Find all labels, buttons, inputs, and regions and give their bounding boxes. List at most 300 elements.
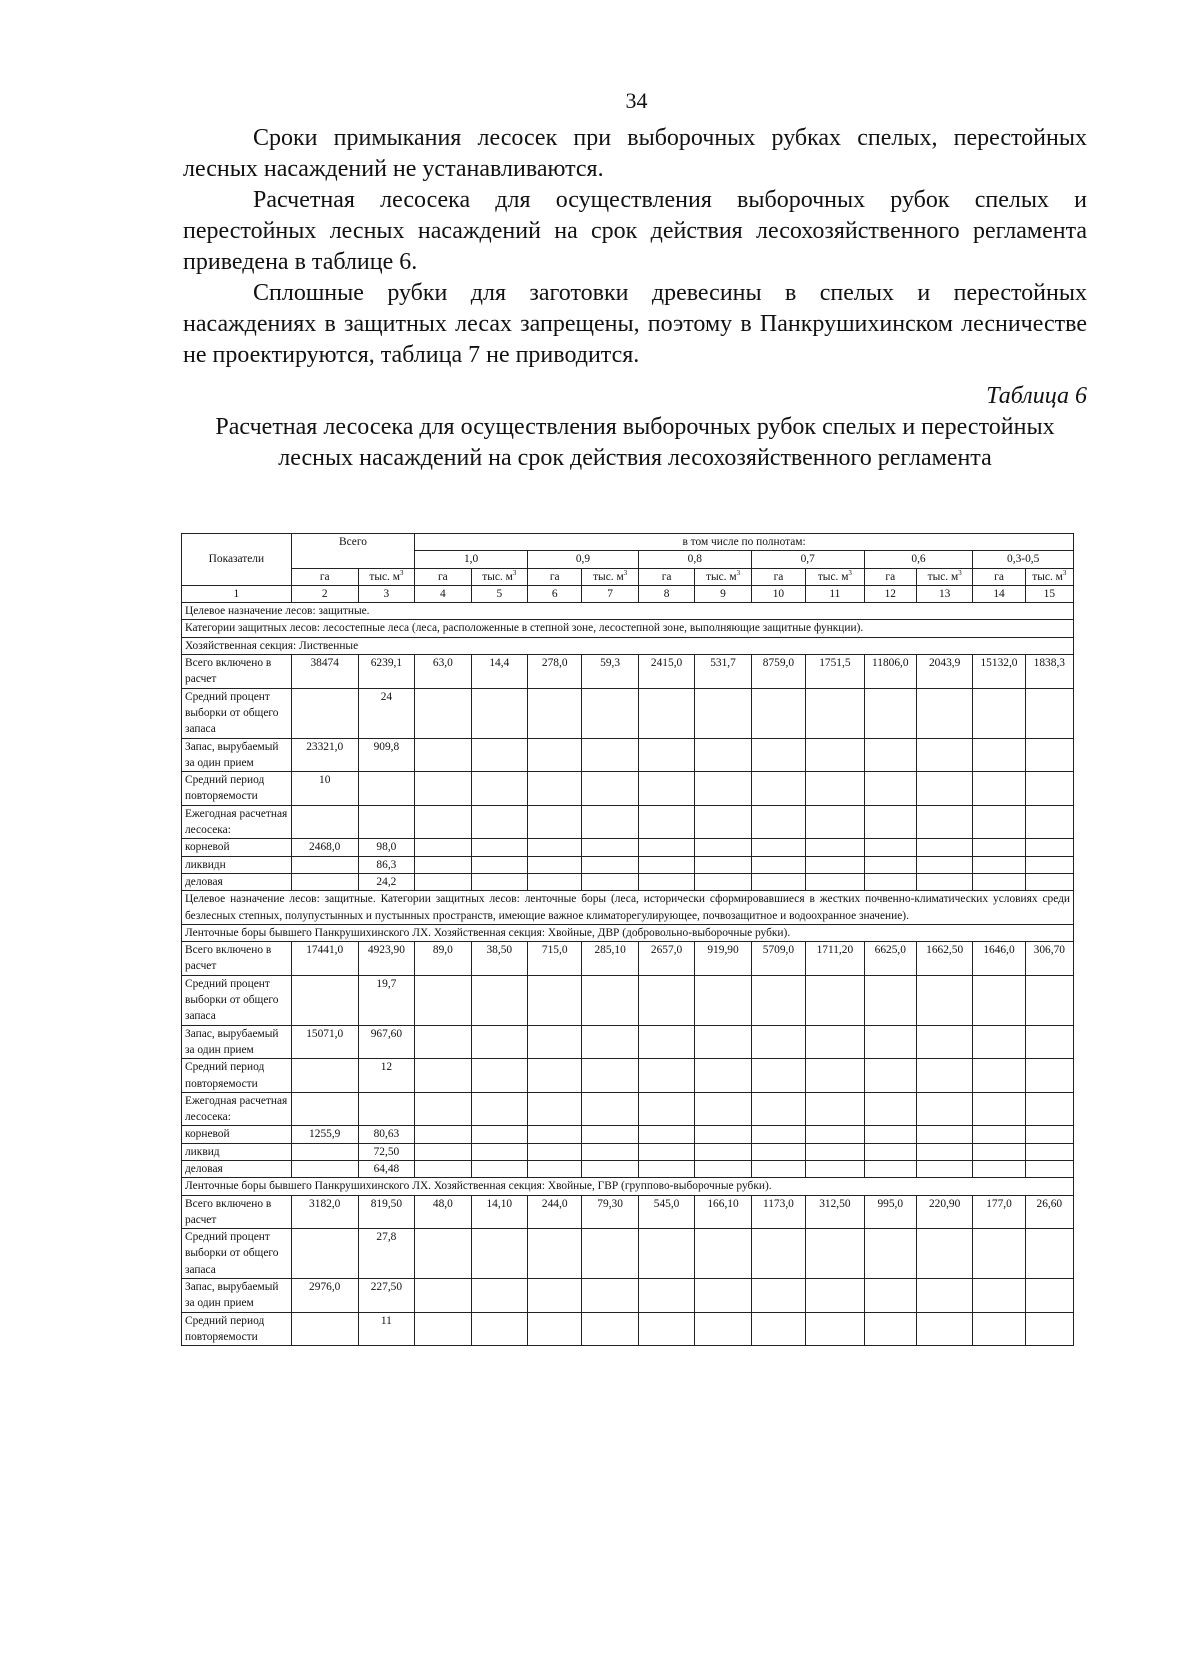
table-cell — [471, 1160, 527, 1177]
table-cell: 15132,0 — [973, 655, 1025, 689]
table-cell — [528, 1160, 582, 1177]
table-cell — [415, 1143, 471, 1160]
table-cell: 919,90 — [695, 942, 751, 976]
table-cell — [471, 1092, 527, 1126]
table-cell: 23321,0 — [291, 738, 358, 772]
table-cell: 2415,0 — [638, 655, 694, 689]
row-label: Запас, вырубаемый за один прием — [182, 738, 292, 772]
table-cell — [916, 1160, 972, 1177]
table-cell — [916, 873, 972, 890]
table-row — [182, 1279, 1074, 1313]
table-cell: 2468,0 — [291, 839, 358, 856]
table-row — [182, 738, 1074, 772]
table-cell — [695, 1312, 751, 1346]
table-cell — [471, 772, 527, 806]
header-density: 0,6 — [864, 551, 973, 568]
table-cell — [751, 1126, 805, 1143]
header-unit-m3 — [582, 568, 638, 585]
table-cell — [582, 1143, 638, 1160]
column-number: 4 — [415, 585, 471, 602]
table-cell: 86,3 — [358, 856, 414, 873]
table-cell — [916, 856, 972, 873]
table-cell — [528, 1025, 582, 1059]
table-cell — [973, 1312, 1025, 1346]
table-cell — [291, 688, 358, 738]
table-cell — [806, 805, 865, 839]
table-cell — [806, 839, 865, 856]
table-cell — [528, 1229, 582, 1279]
table-cell: 27,8 — [358, 1229, 414, 1279]
table-cell — [916, 839, 972, 856]
table-cell — [291, 1160, 358, 1177]
table-cell: 14,10 — [471, 1195, 527, 1229]
section-row — [182, 637, 1074, 654]
table-cell: 306,70 — [1025, 942, 1073, 976]
table-cell — [751, 805, 805, 839]
table-cell — [695, 1025, 751, 1059]
table-cell — [695, 772, 751, 806]
table-row — [182, 856, 1074, 873]
table-cell — [916, 1025, 972, 1059]
table-cell — [471, 1279, 527, 1313]
section-row — [182, 891, 1074, 925]
table-cell — [973, 1229, 1025, 1279]
table-cell — [471, 975, 527, 1025]
column-number: 14 — [973, 585, 1025, 602]
table-label: Таблица 6 — [986, 383, 1087, 409]
table-cell: 2657,0 — [638, 942, 694, 976]
table-cell — [358, 772, 414, 806]
table-cell: 531,7 — [695, 655, 751, 689]
table-cell — [806, 975, 865, 1025]
header-indicators: Показатели — [182, 534, 292, 586]
header-unit-ha: га — [751, 568, 805, 585]
section-caption: Целевое назначение лесов: защитные. — [182, 603, 1074, 620]
table-cell — [806, 1143, 865, 1160]
table-cell — [1025, 1025, 1073, 1059]
table-cell — [973, 738, 1025, 772]
table-cell — [864, 688, 916, 738]
unit-m3-text: тыс. м — [705, 570, 737, 583]
table-cell: 12 — [358, 1059, 414, 1093]
table-row — [182, 873, 1074, 890]
unit-m3-exponent: 3 — [958, 568, 962, 577]
table-cell — [528, 1059, 582, 1093]
table-cell — [751, 1143, 805, 1160]
table-cell — [1025, 1312, 1073, 1346]
table-cell — [695, 975, 751, 1025]
table-cell — [528, 772, 582, 806]
table-cell — [806, 1092, 865, 1126]
table-cell — [291, 1229, 358, 1279]
table-cell — [471, 856, 527, 873]
table-cell: 80,63 — [358, 1126, 414, 1143]
table-cell — [415, 975, 471, 1025]
paragraph-1: Сроки примыкания лесосек при выборочных рубках спелых, перестойных лесных насаждений не устанавливаются. — [183, 125, 1087, 182]
table-cell — [582, 805, 638, 839]
table-cell: 10 — [291, 772, 358, 806]
table-cell — [1025, 975, 1073, 1025]
table-cell — [695, 688, 751, 738]
table-cell — [973, 805, 1025, 839]
table-cell — [582, 1229, 638, 1279]
table-cell — [638, 738, 694, 772]
row-label: деловая — [182, 873, 292, 890]
table-cell — [864, 1059, 916, 1093]
table-cell — [528, 805, 582, 839]
column-number: 5 — [471, 585, 527, 602]
table-cell — [695, 1143, 751, 1160]
unit-m3-exponent: 3 — [512, 568, 517, 577]
row-label: Ежегодная расчетная лесосека: — [182, 805, 292, 839]
column-number: 12 — [864, 585, 916, 602]
table-cell: 24 — [358, 688, 414, 738]
table-cell — [1025, 688, 1073, 738]
table-cell: 48,0 — [415, 1195, 471, 1229]
table-cell — [695, 1229, 751, 1279]
table-cell — [751, 1092, 805, 1126]
table-cell: 63,0 — [415, 655, 471, 689]
table-cell — [638, 1160, 694, 1177]
table-cell — [638, 1059, 694, 1093]
column-number: 6 — [528, 585, 582, 602]
unit-m3-text: тыс. м — [593, 570, 624, 583]
table-cell: 4923,90 — [358, 942, 414, 976]
unit-m3-exponent: 3 — [736, 568, 741, 577]
table-cell — [751, 856, 805, 873]
table-cell — [751, 738, 805, 772]
table-cell: 1751,5 — [806, 655, 865, 689]
table-cell — [864, 1312, 916, 1346]
table-cell — [864, 1160, 916, 1177]
row-label: Средний период повторяемости — [182, 1312, 292, 1346]
table-cell — [916, 1229, 972, 1279]
table-cell — [751, 975, 805, 1025]
table-cell: 17441,0 — [291, 942, 358, 976]
table-cell — [638, 873, 694, 890]
table-cell — [806, 1059, 865, 1093]
header-unit-m3 — [471, 568, 527, 585]
table-cell — [471, 839, 527, 856]
unit-m3-exponent: 3 — [399, 568, 404, 577]
table-row — [182, 655, 1074, 689]
table-cell — [695, 839, 751, 856]
section-row — [182, 620, 1074, 637]
table-cell — [973, 688, 1025, 738]
column-number: 11 — [806, 585, 865, 602]
table-cell — [582, 1279, 638, 1313]
table-cell: 1662,50 — [916, 942, 972, 976]
row-label: Всего включено в расчет — [182, 1195, 292, 1229]
table-cell — [358, 1092, 414, 1126]
table-cell: 26,60 — [1025, 1195, 1073, 1229]
row-label: Средний период повторяемости — [182, 772, 292, 806]
table-row — [182, 1126, 1074, 1143]
column-number: 1 — [182, 585, 292, 602]
table-cell — [1025, 1143, 1073, 1160]
table-cell: 59,3 — [582, 655, 638, 689]
table-cell: 715,0 — [528, 942, 582, 976]
header-unit-ha: га — [415, 568, 471, 585]
row-label: Средний процент выборки от общего запаса — [182, 1229, 292, 1279]
header-unit-m3 — [1025, 568, 1073, 585]
table-cell — [415, 1059, 471, 1093]
table-cell — [695, 1092, 751, 1126]
header-density: 0,8 — [638, 551, 751, 568]
table-cell: 819,50 — [358, 1195, 414, 1229]
table-cell — [695, 1126, 751, 1143]
table-row — [182, 942, 1074, 976]
table-cell — [1025, 839, 1073, 856]
table-cell — [864, 805, 916, 839]
table-cell — [582, 873, 638, 890]
table-cell: 24,2 — [358, 873, 414, 890]
table-cell — [1025, 738, 1073, 772]
table-cell — [695, 1160, 751, 1177]
table-cell — [751, 688, 805, 738]
table-cell — [638, 805, 694, 839]
table-row — [182, 688, 1074, 738]
table-cell: 278,0 — [528, 655, 582, 689]
table-cell: 6239,1 — [358, 655, 414, 689]
table-cell — [806, 1025, 865, 1059]
column-number: 8 — [638, 585, 694, 602]
table-cell — [864, 1025, 916, 1059]
table-cell — [415, 873, 471, 890]
section-caption: Ленточные боры бывшего Панкрушихинского ЛХ. Хозяйственная секция: Хвойные, ДВР (добровольно-выборочные рубки). — [182, 924, 1074, 941]
section-caption: Ленточные боры бывшего Панкрушихинского ЛХ. Хозяйственная секция: Хвойные, ГВР (группово-выборочные рубки). — [182, 1178, 1074, 1195]
table-cell — [973, 1279, 1025, 1313]
row-label: ликвидн — [182, 856, 292, 873]
header-unit-m3 — [358, 568, 414, 585]
table-cell: 15071,0 — [291, 1025, 358, 1059]
row-label: Средний период повторяемости — [182, 1059, 292, 1093]
section-row — [182, 603, 1074, 620]
table-cell — [864, 856, 916, 873]
table-cell — [806, 688, 865, 738]
section-caption: Категории защитных лесов: лесостепные леса (леса, расположенные в степной зоне, лесостепной зоне, выполняющие защитные функции). — [182, 620, 1074, 637]
table-cell: 3182,0 — [291, 1195, 358, 1229]
table-cell: 38,50 — [471, 942, 527, 976]
header-density: 0,7 — [751, 551, 864, 568]
table-cell — [916, 772, 972, 806]
table-cell — [864, 975, 916, 1025]
table-cell: 5709,0 — [751, 942, 805, 976]
table-cell — [415, 1312, 471, 1346]
table-cell — [916, 688, 972, 738]
row-label: Запас, вырубаемый за один прием — [182, 1025, 292, 1059]
table-cell — [471, 1143, 527, 1160]
row-label: ликвид — [182, 1143, 292, 1160]
table-cell: 6625,0 — [864, 942, 916, 976]
table-cell — [695, 873, 751, 890]
column-number: 10 — [751, 585, 805, 602]
table-cell — [582, 856, 638, 873]
table-cell — [864, 1143, 916, 1160]
table-cell — [864, 1229, 916, 1279]
column-number: 3 — [358, 585, 414, 602]
header-density: 0,9 — [528, 551, 639, 568]
table-cell — [1025, 1059, 1073, 1093]
table-row — [182, 1092, 1074, 1126]
column-number: 13 — [916, 585, 972, 602]
header-unit-m3 — [916, 568, 972, 585]
row-label: корневой — [182, 839, 292, 856]
table-cell — [864, 772, 916, 806]
table-cell — [528, 1092, 582, 1126]
table-cell — [806, 1160, 865, 1177]
header-row-1 — [182, 534, 1074, 551]
table-cell — [864, 738, 916, 772]
table-cell — [751, 772, 805, 806]
table-cell: 64,48 — [358, 1160, 414, 1177]
table-cell — [751, 873, 805, 890]
table-cell — [415, 805, 471, 839]
table-cell — [582, 738, 638, 772]
section-caption: Хозяйственная секция: Лиственные — [182, 637, 1074, 654]
table-cell — [916, 738, 972, 772]
table-cell — [864, 873, 916, 890]
header-density: 1,0 — [415, 551, 528, 568]
table-cell — [582, 1025, 638, 1059]
table-cell — [806, 1312, 865, 1346]
table-row — [182, 805, 1074, 839]
table-cell: 1646,0 — [973, 942, 1025, 976]
table-cell — [291, 805, 358, 839]
table-cell — [973, 856, 1025, 873]
table-row — [182, 975, 1074, 1025]
table-cell — [916, 1092, 972, 1126]
table-cell — [1025, 1092, 1073, 1126]
section-row — [182, 924, 1074, 941]
table-cell — [638, 1092, 694, 1126]
table-cell — [1025, 1126, 1073, 1143]
section-row — [182, 1178, 1074, 1195]
column-number: 7 — [582, 585, 638, 602]
table-cell — [806, 873, 865, 890]
table-cell — [806, 738, 865, 772]
table-cell — [1025, 856, 1073, 873]
table-cell — [415, 1279, 471, 1313]
table-cell — [695, 1279, 751, 1313]
table-cell: 11806,0 — [864, 655, 916, 689]
table-cell — [291, 856, 358, 873]
header-row-column-numbers — [182, 585, 1074, 602]
unit-m3-exponent: 3 — [1062, 568, 1067, 577]
header-including: в том числе по полнотам: — [415, 534, 1074, 551]
row-label: Запас, вырубаемый за один прием — [182, 1279, 292, 1313]
table-cell — [291, 1059, 358, 1093]
row-label: Ежегодная расчетная лесосека: — [182, 1092, 292, 1126]
table-cell — [291, 1143, 358, 1160]
table-cell — [695, 856, 751, 873]
table-cell — [528, 738, 582, 772]
table-cell — [638, 856, 694, 873]
table-cell — [528, 975, 582, 1025]
table-cell — [695, 738, 751, 772]
row-label: Средний процент выборки от общего запаса — [182, 688, 292, 738]
column-number: 2 — [291, 585, 358, 602]
page-number: 34 — [625, 88, 648, 113]
table-cell: 89,0 — [415, 942, 471, 976]
table-cell — [528, 1279, 582, 1313]
table-cell: 312,50 — [806, 1195, 865, 1229]
table-row — [182, 839, 1074, 856]
table-cell — [806, 1279, 865, 1313]
table-cell — [291, 1312, 358, 1346]
table-cell: 166,10 — [695, 1195, 751, 1229]
table-cell — [638, 975, 694, 1025]
column-number: 9 — [695, 585, 751, 602]
header-density: 0,3-0,5 — [973, 551, 1074, 568]
table-cell — [751, 1025, 805, 1059]
table-row — [182, 1229, 1074, 1279]
paragraph-2: Расчетная лесосека для осуществления выборочных рубок спелых и перестойных лесных насаждений на срок действия лесохозяйственного регламента приведена в таблице 6. — [183, 187, 1087, 275]
table-cell — [582, 772, 638, 806]
table-cell — [973, 772, 1025, 806]
table-cell — [471, 873, 527, 890]
table-cell — [291, 873, 358, 890]
table-cell — [638, 772, 694, 806]
table-cell — [1025, 805, 1073, 839]
table-cell — [973, 1092, 1025, 1126]
table-cell — [471, 1059, 527, 1093]
table-cell — [973, 1059, 1025, 1093]
table-cell: 2976,0 — [291, 1279, 358, 1313]
row-label: корневой — [182, 1126, 292, 1143]
table-cell — [864, 839, 916, 856]
column-number: 15 — [1025, 585, 1073, 602]
table-cell: 98,0 — [358, 839, 414, 856]
table-row — [182, 1160, 1074, 1177]
table-cell — [415, 1126, 471, 1143]
table-cell — [973, 839, 1025, 856]
table-cell — [916, 1143, 972, 1160]
table-cell — [415, 738, 471, 772]
table-cell — [638, 1143, 694, 1160]
table-cell — [471, 1312, 527, 1346]
table-cell — [751, 1229, 805, 1279]
table-cell — [695, 805, 751, 839]
table-cell — [638, 839, 694, 856]
table-cell: 1173,0 — [751, 1195, 805, 1229]
table-cell — [916, 975, 972, 1025]
table-cell — [291, 975, 358, 1025]
table-cell — [582, 1059, 638, 1093]
table-cell: 909,8 — [358, 738, 414, 772]
header-row-units — [182, 568, 1074, 585]
table-cell — [471, 1126, 527, 1143]
table-cell — [1025, 1229, 1073, 1279]
table-cell — [582, 1126, 638, 1143]
table-cell: 545,0 — [638, 1195, 694, 1229]
table-cell — [864, 1126, 916, 1143]
table-cell — [1025, 772, 1073, 806]
table-cell — [471, 1025, 527, 1059]
table-cell: 38474 — [291, 655, 358, 689]
table-cell — [528, 1143, 582, 1160]
table-row — [182, 1143, 1074, 1160]
table-cell — [528, 873, 582, 890]
row-label: Средний процент выборки от общего запаса — [182, 975, 292, 1025]
forest-cutting-table — [181, 533, 1074, 1346]
table-cell — [695, 1059, 751, 1093]
table-cell — [638, 1312, 694, 1346]
table-cell — [471, 1229, 527, 1279]
table-cell — [582, 688, 638, 738]
table-cell — [916, 1279, 972, 1313]
table-cell — [638, 1279, 694, 1313]
